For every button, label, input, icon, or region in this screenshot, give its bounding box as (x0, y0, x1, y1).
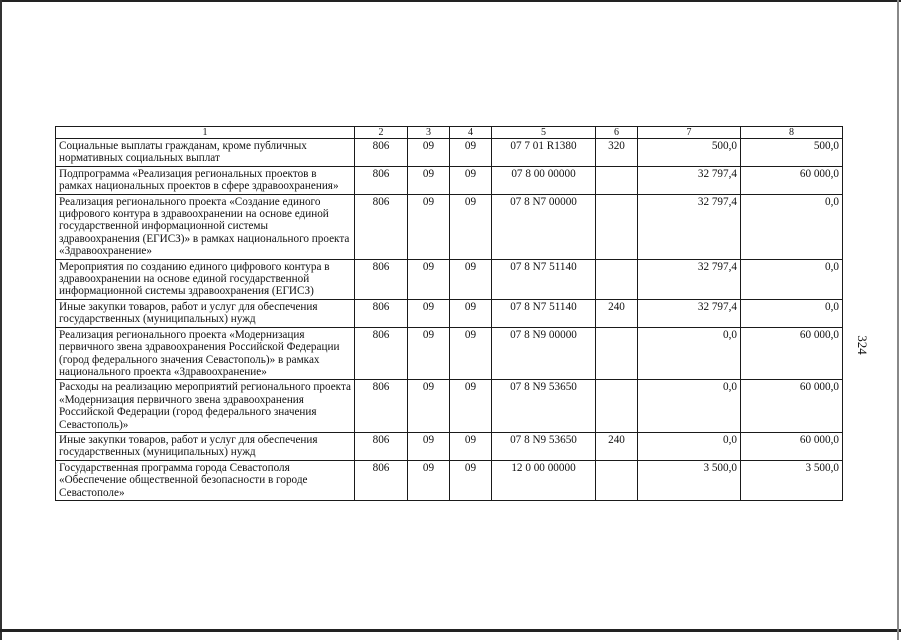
amount-col7-cell: 0,0 (638, 327, 741, 380)
column-number: 4 (450, 127, 492, 139)
table-row (56, 166, 843, 194)
amount-col7-cell: 32 797,4 (638, 194, 741, 259)
table-body (56, 127, 843, 501)
column-number: 7 (638, 127, 741, 139)
code-rz-cell: 09 (408, 380, 450, 433)
code-csr-cell: 07 8 00 00000 (492, 166, 596, 194)
column-number: 1 (56, 127, 355, 139)
amount-col8-cell: 60 000,0 (741, 166, 843, 194)
budget-table (55, 126, 843, 501)
row-name-cell: Реализация регионального проекта «Создание единого цифрового контура в здравоохранении на основе единой государственной информационной системы здравоохранения (ЕГИСЗ)» в рамках национального проекта «Здравоохранение» (56, 194, 355, 259)
amount-col7-cell: 0,0 (638, 432, 741, 460)
code-csr-cell: 07 8 N9 53650 (492, 380, 596, 433)
code-rz-cell: 09 (408, 194, 450, 259)
table-row (56, 259, 843, 299)
row-name-cell: Иные закупки товаров, работ и услуг для обеспечения государственных (муниципальных) нужд (56, 299, 355, 327)
column-number: 5 (492, 127, 596, 139)
amount-col8-cell: 0,0 (741, 259, 843, 299)
code-vr-cell (596, 380, 638, 433)
table-row (56, 299, 843, 327)
code-csr-cell: 07 8 N7 51140 (492, 299, 596, 327)
code-gr-cell: 806 (355, 299, 408, 327)
row-name-cell: Государственная программа города Севастополя «Обеспечение общественной безопасности в городе Севастополе» (56, 460, 355, 500)
scan-edge-right (897, 0, 899, 640)
page-number: 324 (854, 335, 870, 355)
row-name-cell: Мероприятия по созданию единого цифрового контура в здравоохранении на основе единой государственной информационной системы здравоохранения (ЕГИСЗ) (56, 259, 355, 299)
code-gr-cell: 806 (355, 139, 408, 167)
code-vr-cell (596, 259, 638, 299)
column-number: 2 (355, 127, 408, 139)
code-csr-cell: 07 8 N7 51140 (492, 259, 596, 299)
amount-col8-cell: 60 000,0 (741, 380, 843, 433)
code-csr-cell: 07 7 01 R1380 (492, 139, 596, 167)
code-pr-cell: 09 (450, 259, 492, 299)
table-row (56, 139, 843, 167)
amount-col7-cell: 32 797,4 (638, 259, 741, 299)
table-row (56, 460, 843, 500)
amount-col7-cell: 0,0 (638, 380, 741, 433)
table-row (56, 327, 843, 380)
row-name-cell: Расходы на реализацию мероприятий регионального проекта «Модернизация первичного звена здравоохранения Российской Федерации (город федерального значения Севастополь)» (56, 380, 355, 433)
scan-edge-top (0, 0, 901, 2)
code-pr-cell: 09 (450, 380, 492, 433)
row-name-cell: Реализация регионального проекта «Модернизация первичного звена здравоохранения Российской Федерации (город федерального значения Севастополь)» в рамках национального проекта «Здравоохранение» (56, 327, 355, 380)
code-gr-cell: 806 (355, 194, 408, 259)
column-number: 8 (741, 127, 843, 139)
amount-col8-cell: 60 000,0 (741, 432, 843, 460)
row-name-cell: Иные закупки товаров, работ и услуг для обеспечения государственных (муниципальных) нужд (56, 432, 355, 460)
code-gr-cell: 806 (355, 327, 408, 380)
code-vr-cell (596, 194, 638, 259)
code-rz-cell: 09 (408, 460, 450, 500)
amount-col8-cell: 500,0 (741, 139, 843, 167)
code-rz-cell: 09 (408, 139, 450, 167)
code-rz-cell: 09 (408, 166, 450, 194)
code-vr-cell: 240 (596, 299, 638, 327)
amount-col7-cell: 32 797,4 (638, 299, 741, 327)
row-name-cell: Социальные выплаты гражданам, кроме публичных нормативных социальных выплат (56, 139, 355, 167)
code-gr-cell: 806 (355, 460, 408, 500)
code-vr-cell: 240 (596, 432, 638, 460)
code-gr-cell: 806 (355, 380, 408, 433)
code-vr-cell (596, 327, 638, 380)
amount-col7-cell: 3 500,0 (638, 460, 741, 500)
code-vr-cell (596, 460, 638, 500)
code-rz-cell: 09 (408, 327, 450, 380)
table-row (56, 194, 843, 259)
scan-edge-bottom (0, 629, 901, 632)
code-csr-cell: 12 0 00 00000 (492, 460, 596, 500)
code-gr-cell: 806 (355, 432, 408, 460)
code-pr-cell: 09 (450, 139, 492, 167)
code-pr-cell: 09 (450, 194, 492, 259)
code-pr-cell: 09 (450, 460, 492, 500)
amount-col8-cell: 60 000,0 (741, 327, 843, 380)
code-pr-cell: 09 (450, 432, 492, 460)
amount-col8-cell: 3 500,0 (741, 460, 843, 500)
amount-col8-cell: 0,0 (741, 194, 843, 259)
code-pr-cell: 09 (450, 299, 492, 327)
code-gr-cell: 806 (355, 166, 408, 194)
column-number: 3 (408, 127, 450, 139)
code-csr-cell: 07 8 N7 00000 (492, 194, 596, 259)
code-rz-cell: 09 (408, 432, 450, 460)
code-csr-cell: 07 8 N9 53650 (492, 432, 596, 460)
row-name-cell: Подпрограмма «Реализация региональных проектов в рамках национальных проектов в сфере здравоохранения» (56, 166, 355, 194)
code-pr-cell: 09 (450, 166, 492, 194)
column-number: 6 (596, 127, 638, 139)
table-row (56, 380, 843, 433)
code-rz-cell: 09 (408, 259, 450, 299)
amount-col7-cell: 500,0 (638, 139, 741, 167)
table-row (56, 432, 843, 460)
code-vr-cell (596, 166, 638, 194)
amount-col8-cell: 0,0 (741, 299, 843, 327)
code-vr-cell: 320 (596, 139, 638, 167)
column-number-row (56, 127, 843, 139)
scan-edge-left (0, 0, 2, 640)
code-rz-cell: 09 (408, 299, 450, 327)
code-pr-cell: 09 (450, 327, 492, 380)
code-csr-cell: 07 8 N9 00000 (492, 327, 596, 380)
code-gr-cell: 806 (355, 259, 408, 299)
amount-col7-cell: 32 797,4 (638, 166, 741, 194)
